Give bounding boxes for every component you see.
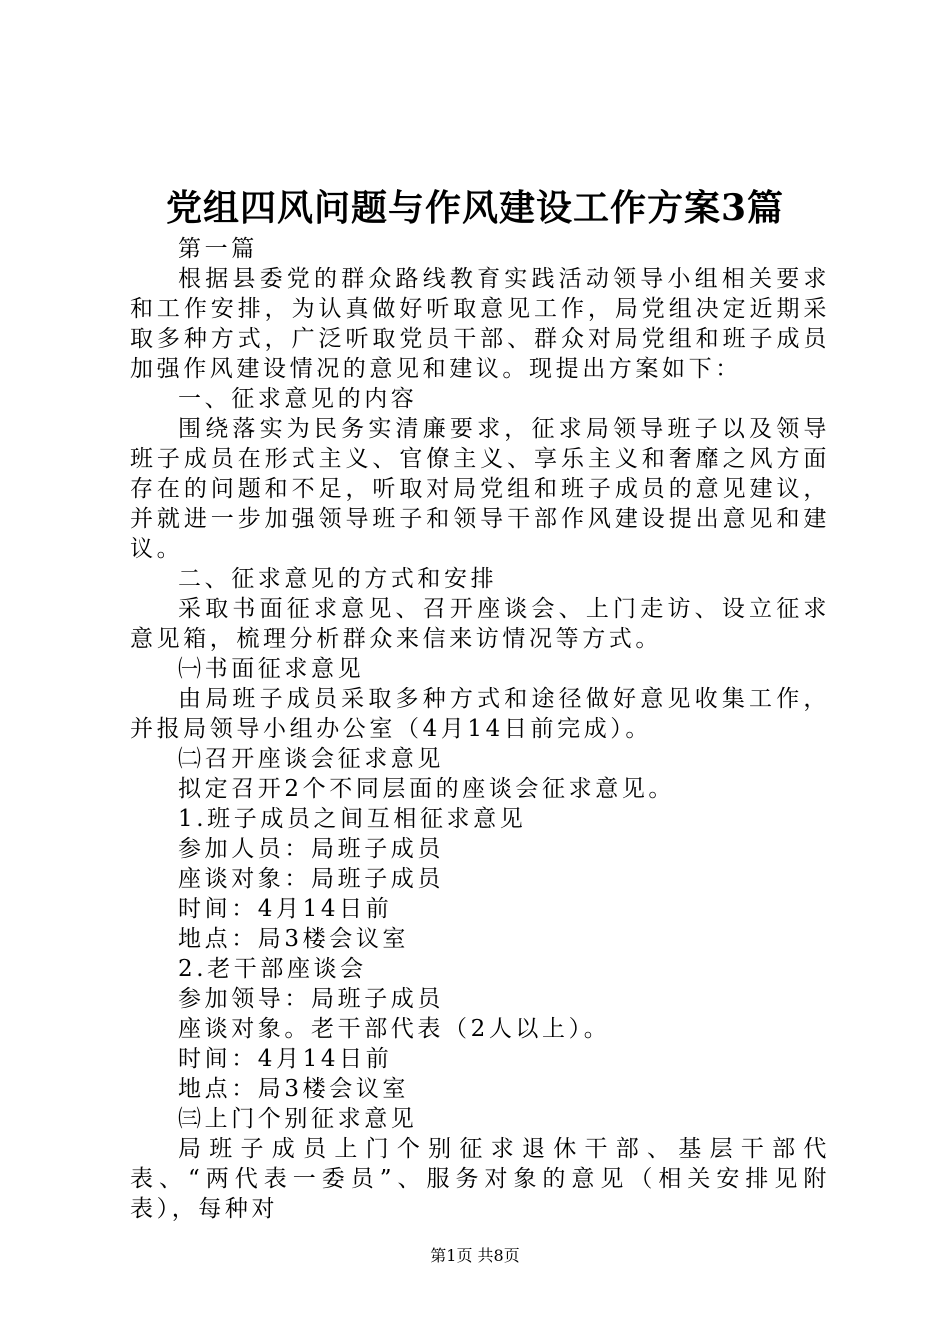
paragraph: 拟定召开2个不同层面的座谈会征求意见。 (178, 776, 676, 802)
list-item: 1.班子成员之间互相征求意见 (178, 806, 527, 832)
list-item: 2.老干部座谈会 (178, 956, 367, 982)
section-heading: 一、征求意见的内容 (178, 386, 418, 412)
list-item: 时间：4月14日前 (178, 896, 393, 922)
subsection-heading: ㈢上门个别征求意见 (178, 1106, 418, 1132)
paragraph: 围绕落实为民务实清廉要求，征求局领导班子以及领导班子成员在形式主义、官僚主义、享乐主义和奢靡之风方面存在的问题和不足，听取对局党组和班子成员的意见建议，并就进一步加强领导班子和领导干部作风建设提出意见和建议。 (130, 416, 830, 562)
document-body (130, 234, 830, 1224)
section-heading: 二、征求意见的方式和安排 (178, 566, 498, 592)
document-title: 党组四风问题与作风建设工作方案3篇 (165, 187, 785, 229)
list-item: 地点：局3楼会议室 (178, 926, 410, 952)
paragraph: 由局班子成员采取多种方式和途径做好意见收集工作，并报局领导小组办公室（4月14日前完成）。 (130, 686, 830, 742)
paragraph: 根据县委党的群众路线教育实践活动领导小组相关要求和工作安排，为认真做好听取意见工作，局党组决定近期采取多种方式，广泛听取党员干部、群众对局党组和班子成员加强作风建设情况的意见和建议。现提出方案如下： (130, 266, 830, 382)
paragraph: 局班子成员上门个别征求退休干部、基层干部代表、“两代表一委员”、服务对象的意见（相关安排见附表），每种对 (130, 1136, 830, 1222)
list-item: 时间：4月14日前 (178, 1046, 393, 1072)
section-heading: 第一篇 (178, 236, 258, 262)
list-item: 地点：局3楼会议室 (178, 1076, 410, 1102)
page-number: 第1页 共8页 (430, 1246, 520, 1265)
list-item: 参加领导：局班子成员 (178, 986, 444, 1012)
list-item: 座谈对象。老干部代表（2人以上）。 (178, 1016, 611, 1042)
subsection-heading: ㈠书面征求意见 (178, 656, 365, 682)
paragraph: 采取书面征求意见、召开座谈会、上门走访、设立征求意见箱，梳理分析群众来信来访情况等方式。 (130, 596, 830, 652)
list-item: 参加人员：局班子成员 (178, 836, 444, 862)
subsection-heading: ㈡召开座谈会征求意见 (178, 746, 444, 772)
list-item: 座谈对象：局班子成员 (178, 866, 444, 892)
